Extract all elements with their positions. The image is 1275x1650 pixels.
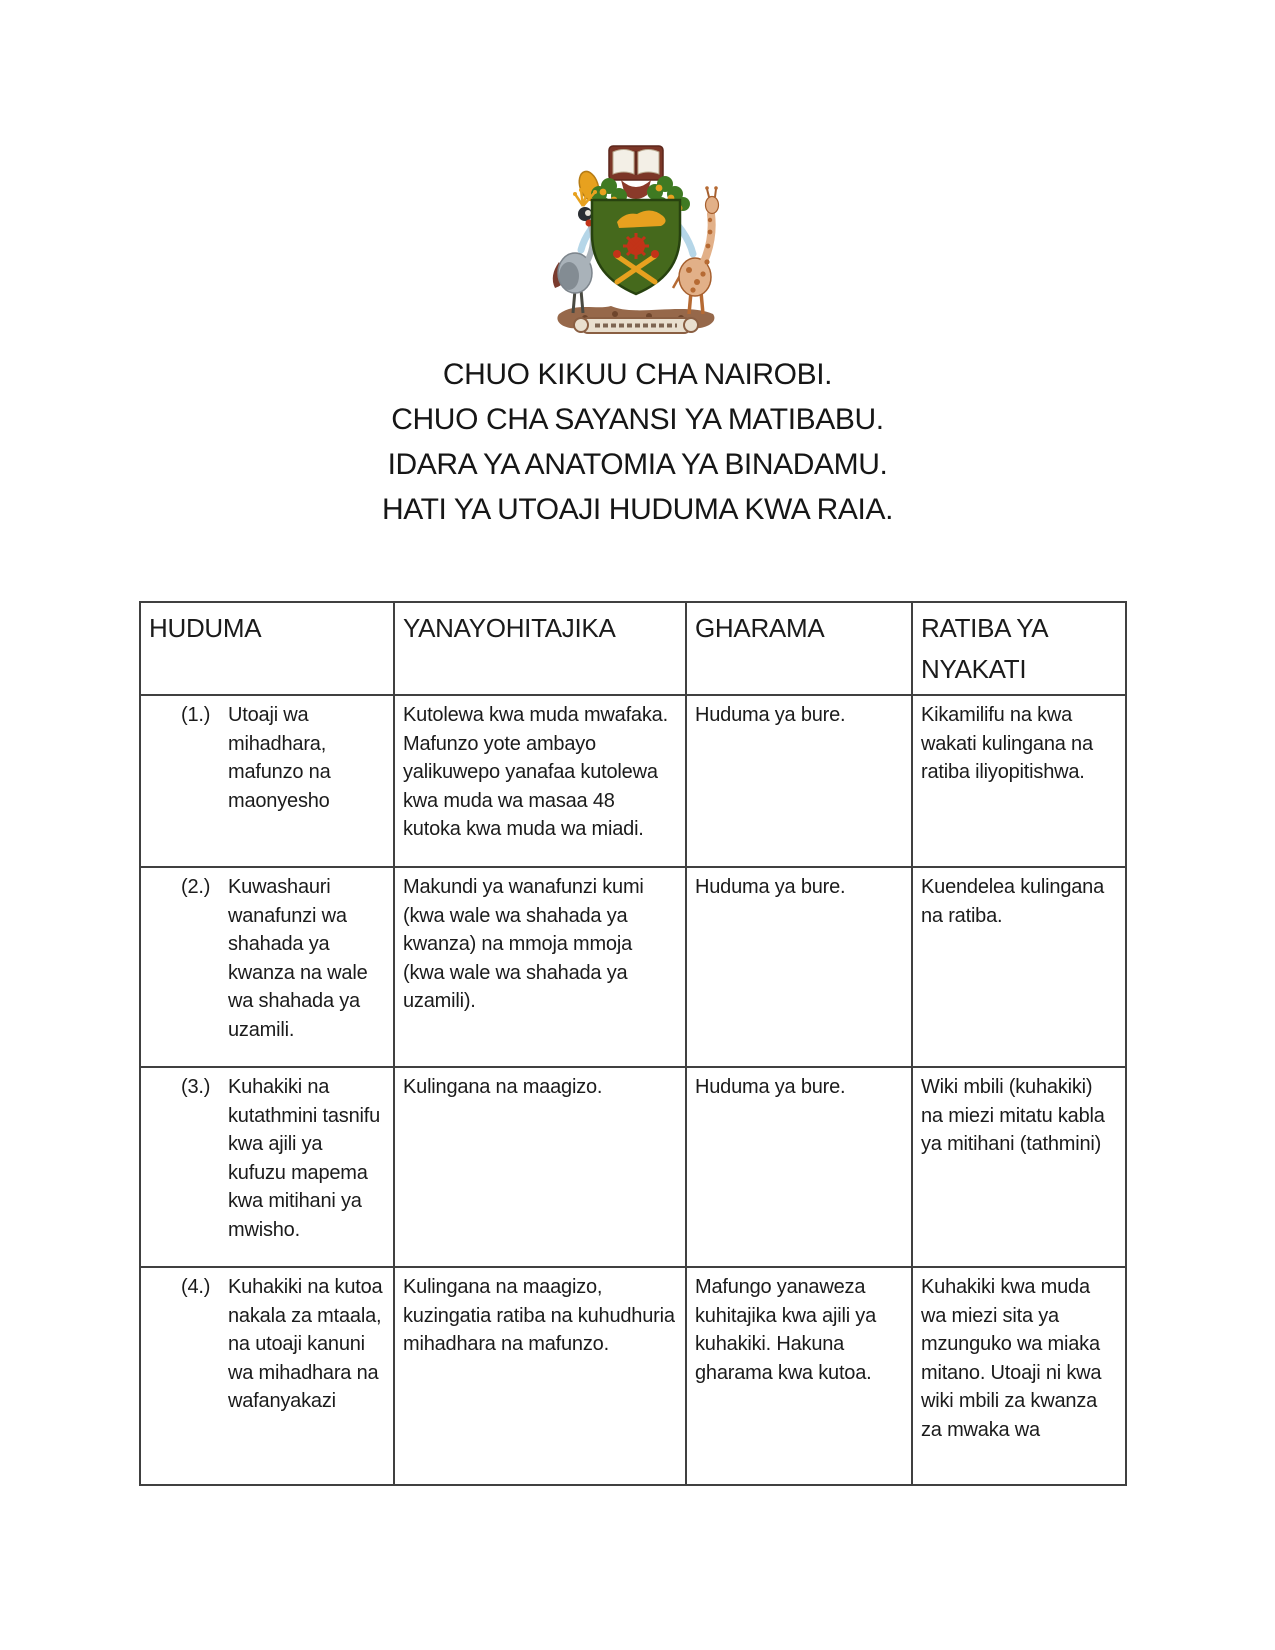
item-text: Kuhakiki na kutoa nakala za mtaala, na utoaji kanuni wa mihadhara na wafanyakazi [228,1276,383,1412]
column-header-yanayohitajika: YANAYOHITAJIKA [394,602,686,695]
item-number: (3.) [181,1076,211,1098]
column-header-ratiba: RATIBA YA NYAKATI [912,602,1126,695]
cell-yanayohitajika: Kulingana na maagizo, kuzingatia ratiba na kuhudhuria mihadhara na mafunzo. [394,1267,686,1485]
cell-yanayohitajika: Kulingana na maagizo. [394,1067,686,1267]
column-header-gharama: GHARAMA [686,602,912,695]
cell-ratiba: Kuendelea kulingana na ratiba. [912,867,1126,1067]
title-line-university: CHUO KIKUU CHA NAIROBI. [442,358,833,391]
cell-ratiba: Kikamilifu na kwa wakati kulingana na ratiba iliyopitishwa. [912,695,1126,867]
numbered-item [149,701,385,815]
item-text: Kuhakiki na kutathmini tasnifu kwa ajili ya kufuzu mapema kwa mitihani ya mwisho. [228,1076,381,1241]
cell-gharama: Huduma ya bure. [686,1067,912,1267]
cell-gharama: Huduma ya bure. [686,695,912,867]
item-number: (1.) [181,704,211,726]
service-row-2 [140,867,1126,1067]
service-row-4 [140,1267,1126,1485]
document-title-block [25,352,1250,532]
cell-yanayohitajika: Kutolewa kwa muda mwafaka. Mafunzo yote ambayo yalikuwepo yanafaa kutolewa kwa muda wa masaa 48 kutoka kwa muda wa miadi. [394,695,686,867]
cell-ratiba: Wiki mbili (kuhakiki) na miezi mitatu kabla ya mitihani (tathmini) [912,1067,1126,1267]
title-line-charter: HATI YA UTOAJI HUDUMA KWA RAIA. [381,493,894,526]
university-crest-logo [545,142,727,350]
numbered-item [149,1073,385,1244]
cell-huduma [140,1267,394,1485]
cell-huduma [140,1067,394,1267]
cell-gharama: Huduma ya bure. [686,867,912,1067]
motto-scroll [574,318,698,333]
cell-gharama: Mafungo yanaweza kuhitajika kwa ajili ya kuhakiki. Hakuna gharama kwa kutoa. [686,1267,912,1485]
cell-ratiba: Kuhakiki kwa muda wa miezi sita ya mzunguko wa miaka mitano. Utoaji ni kwa wiki mbili za kwanza za mwaka wa [912,1267,1126,1485]
item-number: (4.) [181,1276,211,1298]
cell-yanayohitajika: Makundi ya wanafunzi kumi (kwa wale wa shahada ya kwanza) na mmoja mmoja (kwa wale wa shahada ya uzamili). [394,867,686,1067]
shield-icon [592,200,680,294]
crest-graphic [545,142,727,350]
cell-huduma [140,695,394,867]
item-number: (2.) [181,876,211,898]
item-text: Utoaji wa mihadhara, mafunzo na maonyesho [228,704,331,812]
column-header-huduma: HUDUMA [140,602,394,695]
title-line-college: CHUO CHA SAYANSI YA MATIBABU. [391,403,884,436]
service-row-3 [140,1067,1126,1267]
numbered-item [149,873,385,1044]
service-row-1 [140,695,1126,867]
title-line-department: IDARA YA ANATOMIA YA BINADAMU. [387,448,888,481]
numbered-item [149,1273,385,1416]
header-row [140,602,1126,695]
item-text: Kuwashauri wanafunzi wa shahada ya kwanza na wale wa shahada ya uzamili. [228,876,368,1041]
service-charter-table [139,601,1127,1486]
cell-huduma [140,867,394,1067]
